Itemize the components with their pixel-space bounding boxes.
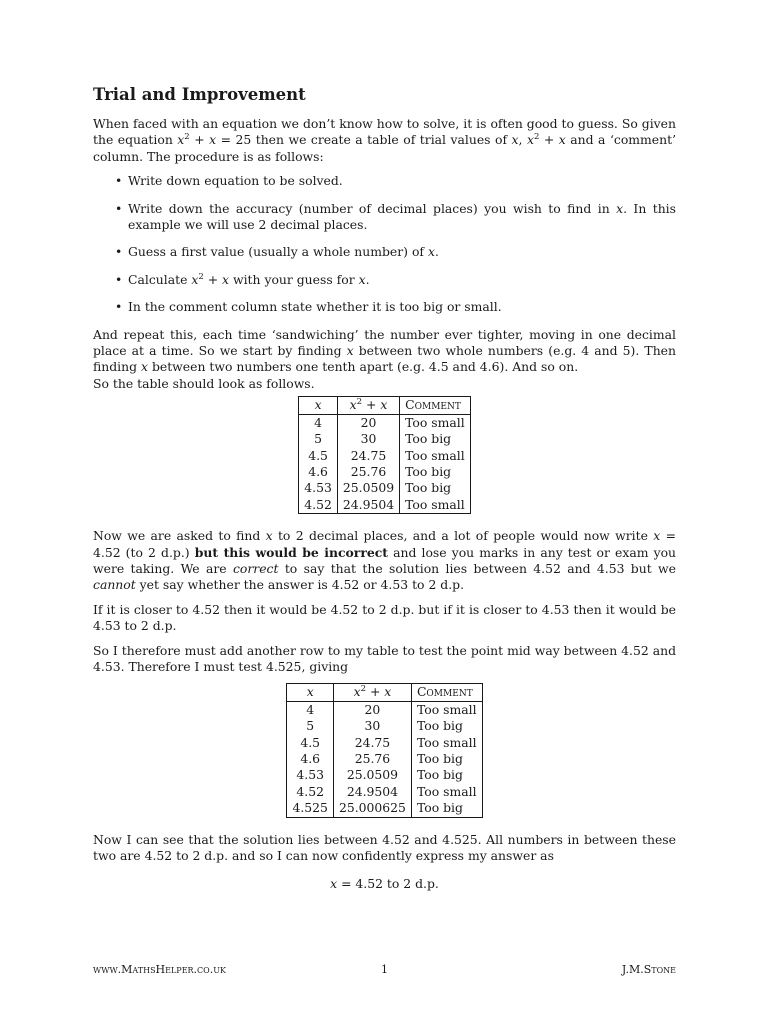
cell-comment: Too small xyxy=(405,496,465,512)
table-row xyxy=(287,751,482,767)
cell-x: 4.53 xyxy=(287,767,333,783)
text: and a ‘comment’ column. The procedure is as follows: xyxy=(93,132,677,164)
text: Calculate xyxy=(128,271,192,287)
text: , xyxy=(518,132,527,148)
text: Now we are asked to find xyxy=(93,528,266,544)
math-superscript: 2 xyxy=(184,132,190,143)
cell-fx: 20 xyxy=(337,414,399,431)
text: = 4.52 (to 2 d.p.) xyxy=(93,528,676,560)
text: And repeat this, each time ‘sandwiching’ the number ever tighter, moving in one decimal place at a time. So we start by finding xyxy=(93,326,676,359)
cell-x: 4.6 xyxy=(287,751,333,767)
table-row xyxy=(299,464,470,480)
header-comment: Comment xyxy=(411,684,482,701)
header-x: x xyxy=(299,397,338,414)
cell-fx: 24.75 xyxy=(333,735,411,751)
math-x: x xyxy=(222,271,230,287)
cell-comment: Too big xyxy=(416,800,463,816)
cell-comment: Too small xyxy=(405,414,465,430)
text: When faced with an equation we don’t know how to solve, it is often good to guess. So given the equation xyxy=(93,116,676,148)
cell-fx: 25.76 xyxy=(333,751,411,767)
cell-comment: Too big xyxy=(416,751,463,766)
page-title: Trial and Improvement xyxy=(93,85,306,104)
text: . In this example we will use 2 decimal places. xyxy=(128,200,676,233)
table-row xyxy=(299,448,470,464)
text: = 25 then we create a table of trial values of xyxy=(216,132,512,148)
text: + xyxy=(203,271,223,287)
text: = 4.52 to 2 d.p. xyxy=(337,876,439,892)
math-x: x xyxy=(177,132,185,148)
cell-fx: 25.000625 xyxy=(333,800,411,817)
table-row xyxy=(287,784,482,800)
cell-comment: Too big xyxy=(416,767,463,783)
bold-text: but this would be incorrect xyxy=(194,544,389,560)
math-x: x xyxy=(558,132,566,148)
table-row xyxy=(299,497,470,514)
paragraph xyxy=(93,327,676,376)
document-body xyxy=(93,84,676,893)
paragraph: Now I can see that the solution lies between 4.52 and 4.525. All numbers in between these two are 4.52 to 2 d.p. and so I can now confidently express my answer as xyxy=(93,831,676,864)
cell-x: 4 xyxy=(299,414,338,431)
final-answer xyxy=(93,876,676,892)
math-superscript: 2 xyxy=(360,684,367,695)
cell-x: 4.5 xyxy=(299,448,338,464)
header-fx xyxy=(333,684,411,701)
cell-fx: 24.9504 xyxy=(337,497,399,514)
math-x: x xyxy=(653,528,661,544)
cell-x: 4.6 xyxy=(299,464,338,480)
text: . xyxy=(434,244,439,260)
cell-x: 4.53 xyxy=(299,480,338,496)
cell-x: 5 xyxy=(287,718,333,734)
cell-fx: 30 xyxy=(337,431,399,447)
paragraph: If it is closer to 4.52 then it would be 4.52 to 2 d.p. but if it is closer to 4.53 then it would be 4.53 to 2 d.p. xyxy=(93,601,676,634)
math-superscript: 2 xyxy=(356,397,363,408)
table2-body xyxy=(287,701,482,817)
math-x: x xyxy=(330,876,338,892)
table-row xyxy=(287,718,482,734)
cell-x: 4 xyxy=(287,701,333,718)
cell-comment: Too small xyxy=(416,783,477,799)
table-row xyxy=(299,431,470,447)
cell-x: 5 xyxy=(299,431,338,447)
table-row xyxy=(287,701,482,718)
text: with your guess for xyxy=(229,271,359,287)
math-x: x xyxy=(526,132,534,148)
footer-author: J.M.Stone xyxy=(621,963,676,976)
cell-fx: 24.75 xyxy=(337,448,399,464)
cell-fx: 24.9504 xyxy=(333,784,411,800)
page-number: 1 xyxy=(381,963,388,976)
cell-fx: 25.0509 xyxy=(337,480,399,496)
cell-fx: 25.76 xyxy=(337,464,399,480)
text: In the comment column state whether it is too big or small. xyxy=(128,299,502,315)
text: yet say whether the answer is 4.52 or 4.53 to 2 d.p. xyxy=(135,577,465,593)
table1-body xyxy=(299,414,470,513)
list-item xyxy=(128,173,676,189)
text: between two numbers one tenth apart (e.g. 4.5 and 4.6). And so on. xyxy=(148,359,579,375)
list-item xyxy=(128,244,676,260)
cell-x: 4.52 xyxy=(287,784,333,800)
cell-comment: Too small xyxy=(416,734,477,750)
math-x: x xyxy=(616,200,624,216)
table-row xyxy=(287,767,482,783)
table2-wrapper xyxy=(93,683,676,817)
math-x: x xyxy=(191,271,199,287)
text: Write down equation to be solved. xyxy=(128,173,343,189)
math-text: + x xyxy=(362,397,388,413)
list-item xyxy=(128,272,676,288)
cell-x: 4.525 xyxy=(287,800,333,817)
text: to 2 decimal places, and a lot of people would now write xyxy=(272,528,654,544)
text: + xyxy=(189,132,210,148)
intro-paragraph xyxy=(93,116,676,165)
list-item xyxy=(128,201,676,234)
text: between two whole numbers (e.g. 4 and 5). Then finding xyxy=(93,343,676,375)
text: + xyxy=(539,132,559,148)
trial-table-1 xyxy=(298,396,470,514)
table-row xyxy=(299,480,470,496)
math-x: x xyxy=(358,271,366,287)
text: and lose you marks in any test or exam you were taking. We are xyxy=(93,544,677,576)
cell-x: 4.5 xyxy=(287,735,333,751)
cell-x: 4.52 xyxy=(299,497,338,514)
cell-fx: 20 xyxy=(333,701,411,718)
math-text: + x xyxy=(366,684,392,700)
cell-comment: Too big xyxy=(405,431,452,447)
math-x: x xyxy=(349,397,357,413)
math-x: x xyxy=(511,132,519,148)
cell-fx: 25.0509 xyxy=(333,767,411,783)
math-x: x xyxy=(346,343,354,359)
table-header-row xyxy=(287,684,482,701)
header-x: x xyxy=(287,684,333,701)
trial-table-2 xyxy=(286,683,482,817)
header-comment: Comment xyxy=(400,397,471,414)
text: to say that the solution lies between 4.52 and 4.53 but we xyxy=(278,560,676,576)
cell-comment: Too big xyxy=(416,718,463,734)
math-superscript: 2 xyxy=(533,132,540,143)
paragraph: So the table should look as follows. xyxy=(93,375,315,391)
procedure-list xyxy=(93,173,676,315)
text: Guess a first value (usually a whole number) of xyxy=(128,244,428,260)
text: Write down the accuracy (number of decimal places) you wish to find in xyxy=(128,200,617,216)
table1-wrapper xyxy=(93,396,676,514)
cell-comment: Too small xyxy=(416,701,477,717)
math-x: x xyxy=(265,528,273,544)
table-header-row xyxy=(299,397,470,414)
text: . xyxy=(365,271,370,287)
italic-text: correct xyxy=(232,560,279,576)
table-row xyxy=(299,414,470,431)
cell-fx: 30 xyxy=(333,718,411,734)
math-x: x xyxy=(209,132,217,148)
cell-comment: Too big xyxy=(405,463,452,479)
page-footer xyxy=(93,962,676,978)
list-item xyxy=(128,299,676,315)
paragraph: So I therefore must add another row to my table to test the point mid way between 4.52 and 4.53. Therefore I must test 4.525, giving xyxy=(93,642,676,674)
paragraph xyxy=(93,528,676,594)
italic-text: cannot xyxy=(93,577,136,593)
math-superscript: 2 xyxy=(198,271,204,282)
math-x: x xyxy=(353,684,361,700)
footer-website: www.MathsHelper.co.uk xyxy=(93,963,226,976)
table-row xyxy=(287,800,482,817)
cell-comment: Too big xyxy=(405,480,452,496)
math-x: x xyxy=(141,359,148,375)
cell-comment: Too small xyxy=(405,447,465,463)
math-x: x xyxy=(427,244,435,260)
table-row xyxy=(287,735,482,751)
header-fx xyxy=(337,397,399,414)
